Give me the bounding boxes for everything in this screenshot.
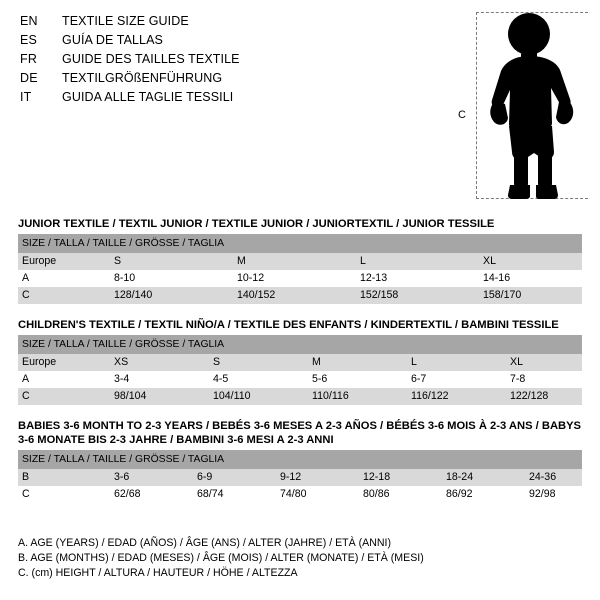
row-label: Europe [18,354,110,371]
cell: XS [110,354,209,371]
table-row [18,371,582,388]
table-row [18,388,582,405]
cell: XL [479,253,582,270]
cell: 74/80 [276,486,359,503]
table-row [18,253,582,270]
language-row [20,71,420,90]
legend-line: B. AGE (MONTHS) / EDAD (MESES) / ÂGE (MOIS) / ALTER (MONATE) / ETÀ (MESI) [18,552,424,564]
language-titles [20,14,420,109]
cell: 6-9 [193,469,276,486]
row-label: Europe [18,253,110,270]
cell: S [209,354,308,371]
cell: 8-10 [110,270,233,287]
language-code: EN [20,14,38,28]
cell: 62/68 [110,486,193,503]
table-header-row [18,450,582,469]
language-code: DE [20,71,38,85]
cell: 86/92 [442,486,525,503]
cell: 4-5 [209,371,308,388]
size-table-children [18,335,582,405]
table-row [18,469,582,486]
table-header-row [18,234,582,253]
cell: 18-24 [442,469,525,486]
cell: L [356,253,479,270]
cell: M [308,354,407,371]
language-row [20,14,420,33]
legend-line: A. AGE (YEARS) / EDAD (AÑOS) / ÂGE (ANS) / ALTER (JAHRE) / ETÀ (ANNI) [18,537,391,549]
table-row [18,486,582,503]
cell: 3-6 [110,469,193,486]
table-header-label: SIZE / TALLA / TAILLE / GRÖSSE / TAGLIA [18,234,582,253]
cell: 122/128 [506,388,582,405]
measure-guide-vertical [476,12,477,199]
cell: 104/110 [209,388,308,405]
row-label: B [18,469,110,486]
row-label: C [18,388,110,405]
table-row [18,354,582,371]
language-title: GUIDA ALLE TAGLIE TESSILI [62,90,234,104]
cell: XL [506,354,582,371]
language-row [20,52,420,71]
table-header-label: SIZE / TALLA / TAILLE / GRÖSSE / TAGLIA [18,335,582,354]
row-label: C [18,287,110,304]
section-title: CHILDREN'S TEXTILE / TEXTIL NIÑO/A / TEXTILE DES ENFANTS / KINDERTEXTIL / BAMBINI TESSILE [18,319,559,331]
cell: 98/104 [110,388,209,405]
cell: 12-13 [356,270,479,287]
row-label: C [18,486,110,503]
measure-label-c: C [458,109,466,121]
table-header-row [18,335,582,354]
section-junior [18,217,582,304]
cell: M [233,253,356,270]
cell: 12-18 [359,469,442,486]
cell: 10-12 [233,270,356,287]
cell: 92/98 [525,486,582,503]
language-title: GUIDE DES TAILLES TEXTILE [62,52,240,66]
cell: 3-4 [110,371,209,388]
cell: 110/116 [308,388,407,405]
size-table-junior [18,234,582,304]
cell: 158/170 [479,287,582,304]
cell: 24-36 [525,469,582,486]
cell: 68/74 [193,486,276,503]
language-row [20,33,420,52]
cell: 140/152 [233,287,356,304]
cell: S [110,253,233,270]
language-title: GUÍA DE TALLAS [62,33,163,47]
row-label: A [18,270,110,287]
cell: 9-12 [276,469,359,486]
size-table-babies [18,450,582,503]
legend-line: C. (cm) HEIGHT / ALTURA / HAUTEUR / HÖHE / ALTEZZA [18,567,298,579]
cell: 7-8 [506,371,582,388]
language-title: TEXTILE SIZE GUIDE [62,14,189,28]
table-row [18,270,582,287]
cell: 80/86 [359,486,442,503]
cell: 116/122 [407,388,506,405]
cell: 128/140 [110,287,233,304]
cell: L [407,354,506,371]
language-code: IT [20,90,32,104]
language-row [20,90,420,109]
language-code: ES [20,33,38,47]
section-babies [18,419,582,503]
row-label: A [18,371,110,388]
cell: 6-7 [407,371,506,388]
cell: 5-6 [308,371,407,388]
height-measure-figure [440,4,590,204]
section-title: JUNIOR TEXTILE / TEXTIL JUNIOR / TEXTILE JUNIOR / JUNIORTEXTIL / JUNIOR TESSILE [18,218,495,230]
table-header-label: SIZE / TALLA / TAILLE / GRÖSSE / TAGLIA [18,450,582,469]
table-row [18,287,582,304]
child-silhouette-icon [482,12,587,200]
legend [18,536,582,581]
cell: 152/158 [356,287,479,304]
section-children [18,318,582,405]
cell: 14-16 [479,270,582,287]
section-title: BABIES 3-6 MONTH TO 2-3 YEARS / BEBÉS 3-6 MESES A 2-3 AÑOS / BÉBÉS 3-6 MOIS À 2-3 ANS / BABYS 3-6 MONATE BIS 2-3 JAHRE / BAMBINI 3-6 MESI A 2-3 ANNI [18,420,582,446]
language-title: TEXTILGRÖßENFÜHRUNG [62,71,223,85]
language-code: FR [20,52,38,66]
